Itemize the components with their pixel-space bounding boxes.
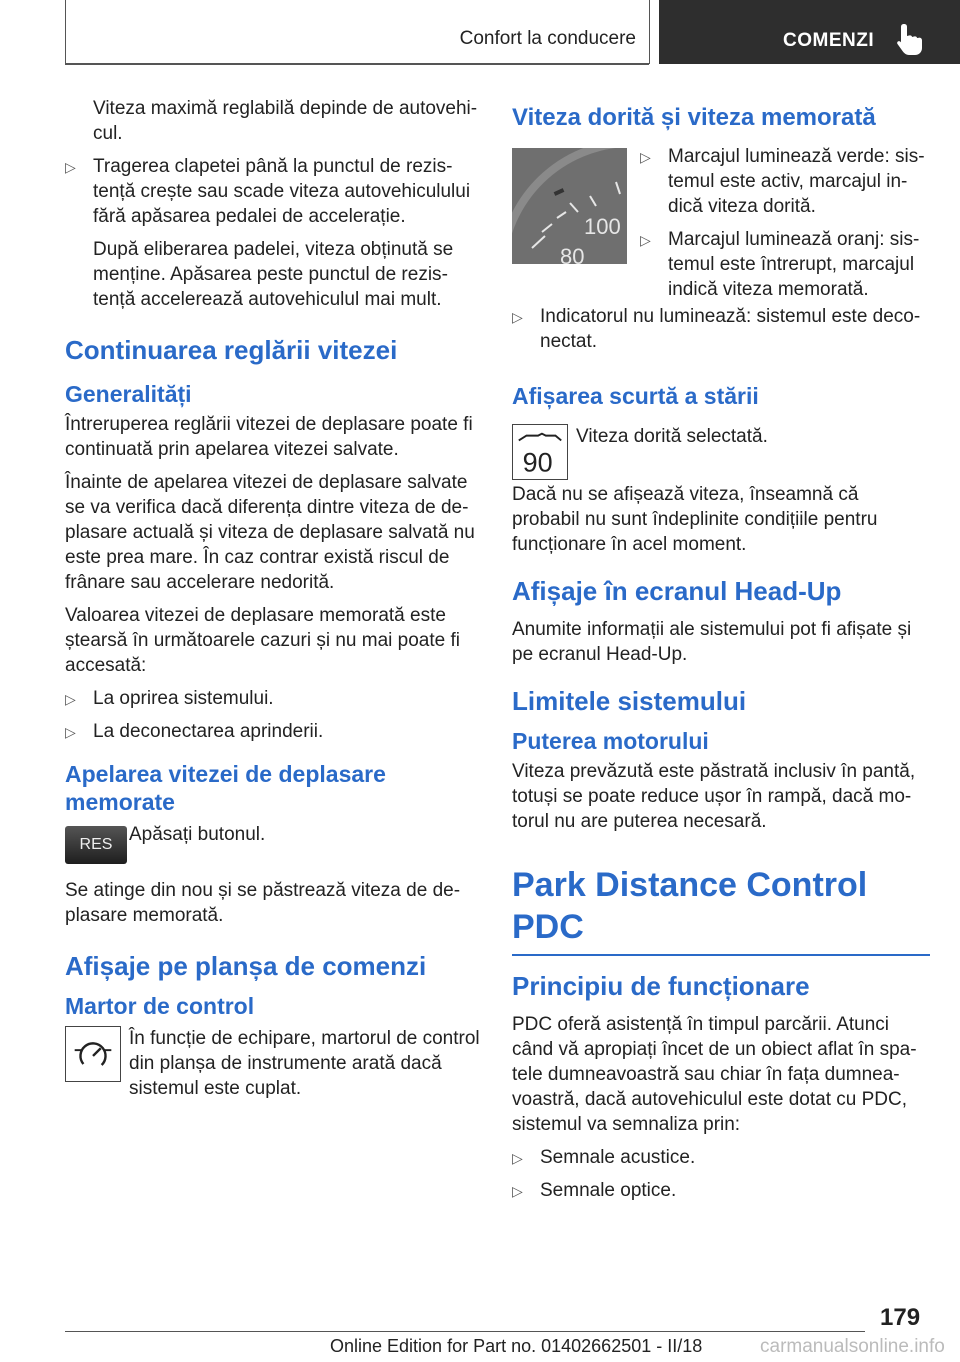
gauge-tick-label: 80 (560, 244, 585, 264)
left-column (65, 96, 480, 1113)
chapter-heading: Park Distance Control PDC (512, 864, 930, 956)
header-separator (649, 0, 650, 64)
footer-rule (65, 1331, 865, 1332)
paragraph: Valoarea vitezei de deplasare memorată este ștearsă în următoarele cazuri și nu mai poate fi accesată: (65, 605, 460, 676)
paragraph: În funcție de echipare, martorul de control din planșa de instrumente arată dacă sistemul este cuplat. (129, 1028, 480, 1099)
list-item-text: Marcajul luminează verde: sistemul este activ, marcajul indică viteza dorită. (668, 146, 925, 217)
section-heading: Afișaje pe planșa de comenzi (65, 951, 427, 981)
speedometer-icon (512, 148, 627, 264)
bullet-triangle-icon: ▷ (512, 309, 523, 325)
list-item-text: Semnale optice. (540, 1180, 677, 1201)
list-item-text: Semnale acustice. (540, 1147, 696, 1168)
list-item (640, 144, 930, 219)
paragraph: PDC oferă asistență în timpul parcării. Atunci când vă apropiați încet de un obiect aflat în spatele dumneavoastră sau chiar în fața dumneavoastră, dacă autovehiculul este dotat cu PDC, sistemul va semnaliza prin: (512, 1014, 917, 1135)
page-number: 179 (880, 1304, 921, 1331)
subsection-heading: Viteza dorită și viteza memorată (512, 104, 876, 131)
desired-speed-value: 90 (522, 447, 553, 478)
list-item-text: La deconectarea aprinderii. (93, 721, 324, 742)
bullet-triangle-icon: ▷ (65, 724, 76, 740)
list-item (512, 304, 930, 354)
bullet-triangle-icon: ▷ (65, 159, 76, 175)
section-heading: Continuarea reglării vitezei (65, 335, 398, 365)
header-chapter-tab[interactable] (659, 0, 960, 64)
hand-pointer-icon (895, 22, 925, 56)
bullet-triangle-icon: ▷ (512, 1183, 523, 1199)
paragraph: Viteza maximă reglabilă depinde de autovehicul. (93, 98, 478, 144)
subsection-heading: Generalități (65, 381, 192, 407)
paragraph: Întreruperea reglării vitezei de deplasare poate fi continuată prin apelarea vitezei salvate. (65, 414, 473, 460)
list-item-text: La oprirea sistemului. (93, 688, 274, 709)
list-item (65, 686, 480, 711)
desired-speed-icon (512, 424, 568, 480)
paragraph: Înainte de apelarea vitezei de deplasare salvate se va verifica dacă diferența dintre viteza de deplasare actuală și viteza de deplasare salvată nu este prea mare. În caz contrar există riscul de frânare sau accelerare nedorită. (65, 472, 475, 593)
subsection-heading: Puterea motorului (512, 728, 709, 754)
list-item (65, 154, 480, 229)
list-item (512, 1145, 930, 1170)
bullet-triangle-icon: ▷ (65, 691, 76, 707)
speed-control-lamp-icon (65, 1026, 121, 1082)
chapter-tab-label: COMENZI (783, 30, 875, 51)
speed-display-row (512, 424, 930, 478)
res-button-icon: RES (65, 826, 127, 864)
paragraph: Viteza prevăzută este păstrată inclusiv în pantă, totuși se poate reduce ușor în rampă, dacă motorul nu are puterea necesară. (512, 761, 916, 832)
gauge-row (512, 144, 930, 304)
section-heading: Principiu de funcționare (512, 971, 810, 1001)
section-heading: Afișaje în ecranul Head-Up (512, 576, 842, 606)
paragraph: După eliberarea padelei, viteza obținută se menține. Apăsarea peste punctul de rezistență accelerează autovehiculul mai mult. (93, 239, 454, 310)
subsection-heading: Afișarea scurtă a stării (512, 383, 759, 409)
subsection-heading: Martor de control (65, 993, 255, 1019)
list-item-text: Indicatorul nu luminează: sistemul este deconectat. (540, 306, 921, 352)
header-bottom-rule (65, 63, 649, 65)
paragraph: Viteza dorită selectată. (576, 426, 768, 447)
list-item (65, 719, 480, 744)
header-section-title: Confort la conducere (459, 28, 636, 49)
gauge-tick-label: 100 (584, 214, 621, 239)
list-item (512, 1178, 930, 1203)
list-item-text: Marcajul luminează oranj: sistemul este întrerupt, marcajul indică viteza memorată. (668, 229, 920, 300)
subsection-heading: Apelarea vitezei de deplasare memorate (65, 761, 386, 815)
list-item-text: Tragerea clapetei până la punctul de rezistență crește sau scade viteza autovehiculului fără apăsarea pedalei de accelerație. (93, 156, 471, 227)
paragraph: Anumite informații ale sistemului pot fi afișate și pe ecranul Head-Up. (512, 619, 912, 665)
right-column (512, 96, 930, 1211)
section-heading: Limitele sistemului (512, 686, 747, 716)
edition-note: Online Edition for Part no. 01402662501 - II/18 (330, 1336, 703, 1356)
bullet-triangle-icon: ▷ (512, 1150, 523, 1166)
paragraph: Se atinge din nou și se păstrează viteza de deplasare memorată. (65, 880, 461, 926)
paragraph: Apăsați butonul. (129, 824, 266, 845)
bullet-triangle-icon: ▷ (640, 232, 651, 248)
res-button-row (65, 822, 480, 866)
bullet-triangle-icon: ▷ (640, 149, 651, 165)
control-lamp-row (65, 1026, 480, 1101)
paragraph: Dacă nu se afișează viteza, înseamnă că probabil nu sunt îndeplinite condițiile pentru funcționare în acel moment. (512, 484, 878, 555)
watermark: carmanualsonline.info (760, 1336, 945, 1357)
list-item (640, 227, 930, 302)
